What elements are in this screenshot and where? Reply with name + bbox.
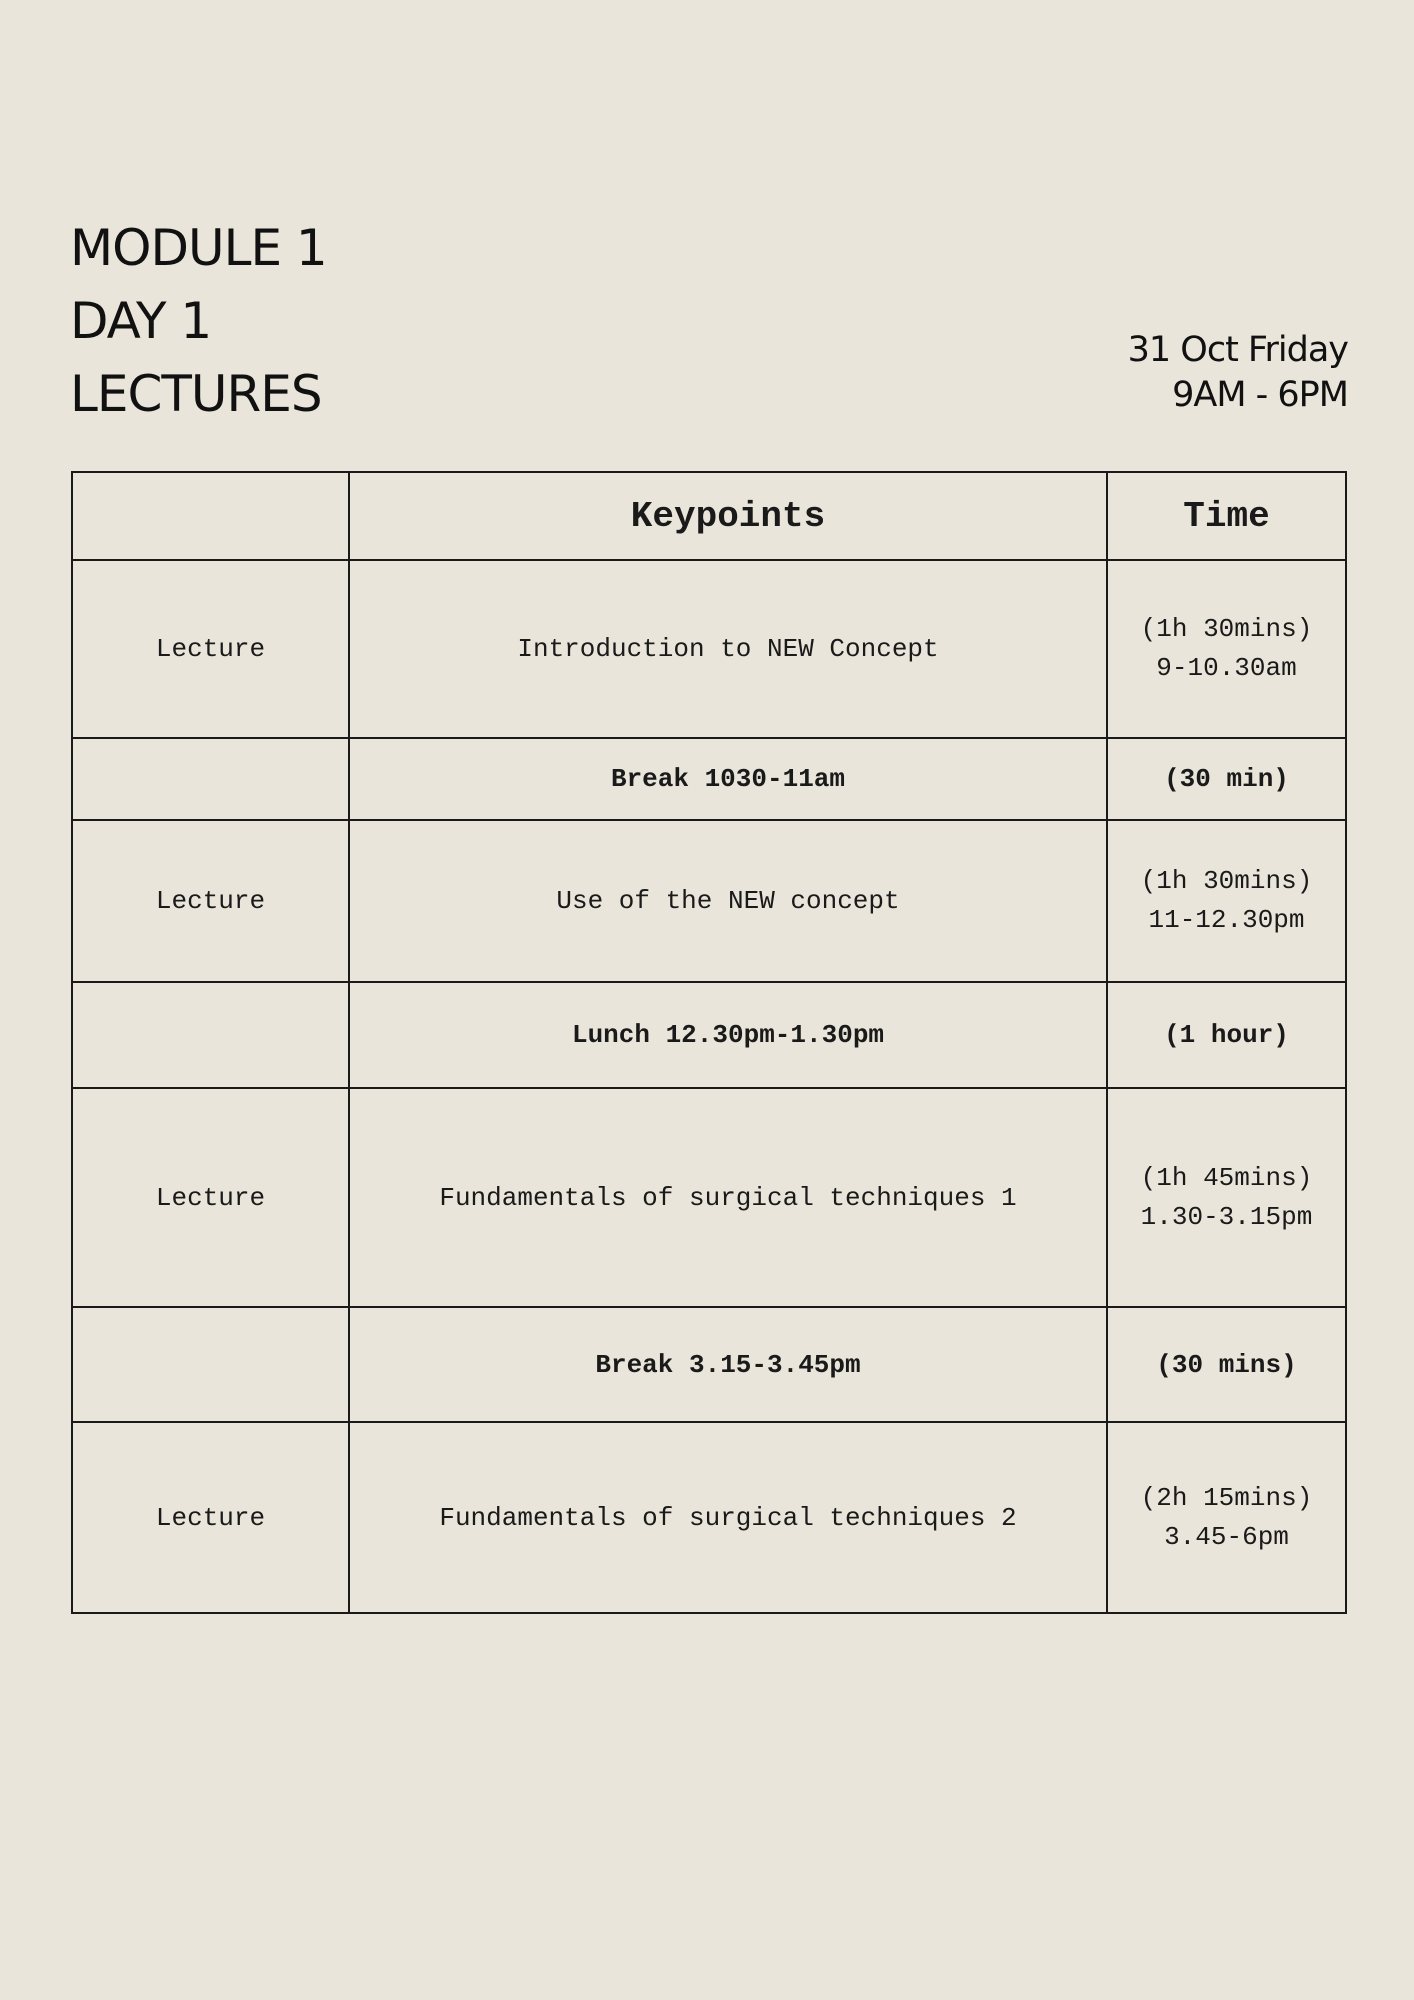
- title-lectures: LECTURES: [70, 365, 322, 423]
- row-time-cell: [1107, 1422, 1346, 1613]
- row-time: 11-12.30pm: [1148, 905, 1305, 935]
- row-time: 9-10.30am: [1156, 653, 1297, 683]
- page-title: [70, 212, 327, 431]
- date-info: [1128, 328, 1348, 418]
- row-keypoint: Lunch 12.30pm-1.30pm: [349, 982, 1107, 1088]
- title-day: DAY 1: [70, 292, 212, 350]
- row-keypoint: Break 1030-11am: [349, 738, 1107, 820]
- row-type: [72, 738, 349, 820]
- row-keypoint: Fundamentals of surgical techniques 1: [349, 1088, 1107, 1307]
- row-type: [72, 1307, 349, 1422]
- row-duration: (1h 30mins): [1140, 866, 1313, 896]
- row-duration: (1 hour): [1107, 982, 1346, 1088]
- table-row: [72, 820, 1346, 982]
- title-module: MODULE 1: [70, 219, 327, 277]
- row-duration: (1h 30mins): [1140, 614, 1313, 644]
- row-keypoint: Fundamentals of surgical techniques 2: [349, 1422, 1107, 1613]
- row-time: 1.30-3.15pm: [1140, 1201, 1313, 1232]
- header-empty: [72, 472, 349, 560]
- row-keypoint: Introduction to NEW Concept: [349, 560, 1107, 738]
- table-header-row: [72, 472, 1346, 560]
- table-row: [72, 560, 1346, 738]
- row-time-cell: [1107, 1088, 1346, 1307]
- table-row: [72, 1422, 1346, 1613]
- row-duration: (1h 45mins): [1140, 1162, 1313, 1193]
- date-text: 31 Oct Friday: [1127, 330, 1348, 370]
- row-type: Lecture: [72, 1422, 349, 1613]
- row-type: Lecture: [72, 820, 349, 982]
- row-type: Lecture: [72, 560, 349, 738]
- schedule-table: [71, 471, 1347, 1614]
- row-type: Lecture: [72, 1088, 349, 1307]
- row-keypoint: Break 3.15-3.45pm: [349, 1307, 1107, 1422]
- row-time-cell: [1107, 560, 1346, 738]
- row-keypoint: Use of the NEW concept: [349, 820, 1107, 982]
- row-time: 3.45-6pm: [1164, 1521, 1289, 1552]
- row-type: [72, 982, 349, 1088]
- row-duration: (2h 15mins): [1140, 1482, 1313, 1513]
- row-duration: (30 min): [1107, 738, 1346, 820]
- header-time: Time: [1107, 472, 1346, 560]
- table-row: [72, 982, 1346, 1088]
- row-time-cell: [1107, 820, 1346, 982]
- table-row: [72, 1088, 1346, 1307]
- table-row: [72, 1307, 1346, 1422]
- header-keypoints: Keypoints: [349, 472, 1107, 560]
- row-duration: (30 mins): [1107, 1307, 1346, 1422]
- table-row: [72, 738, 1346, 820]
- hours-text: 9AM - 6PM: [1172, 375, 1348, 415]
